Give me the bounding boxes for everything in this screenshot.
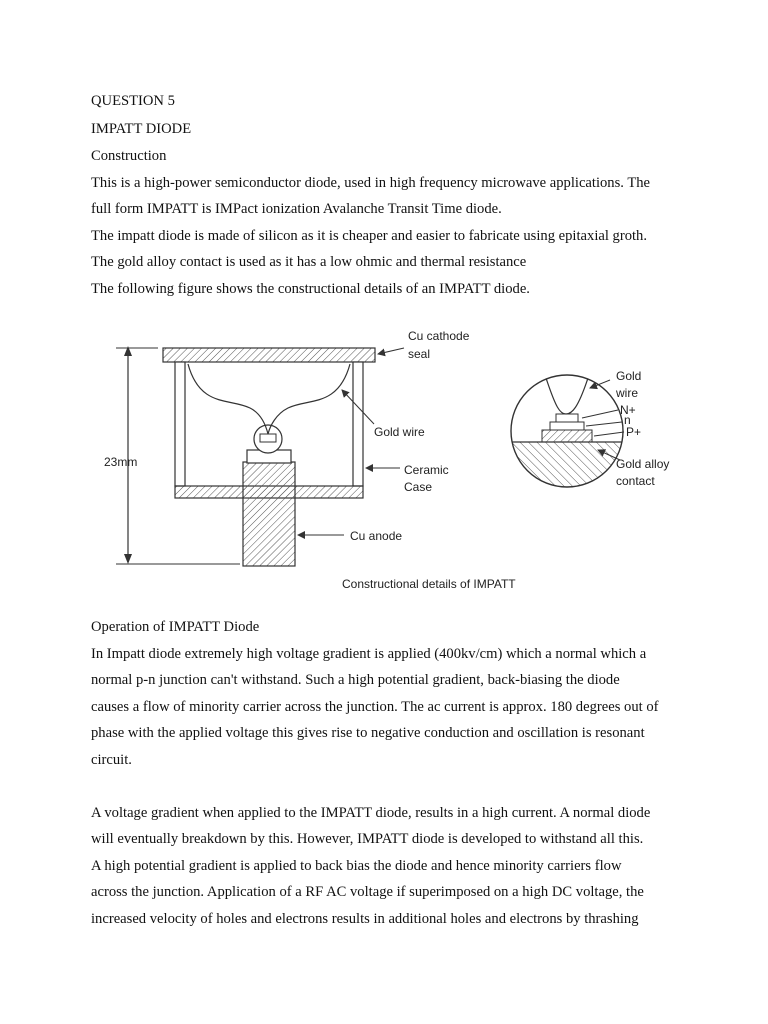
label-gold-wire: Gold wire <box>374 425 425 439</box>
paragraph-line: The gold alloy contact is used as it has a low ohmic and thermal resistance <box>91 254 527 270</box>
label-ceramic: Ceramic <box>404 463 449 477</box>
paragraph-line: The impatt diode is made of silicon as it is cheaper and easier to fabricate using epitaxial groth. <box>91 228 648 244</box>
dimension-label: 23mm <box>104 455 138 469</box>
impatt-diagram <box>90 318 690 598</box>
paragraph-line: In Impatt diode extremely high voltage gradient is applied (400kv/cm) which a normal which a <box>91 646 647 662</box>
impatt-construction-figure <box>90 318 690 598</box>
paragraph-line: circuit. <box>91 752 132 768</box>
question-number: QUESTION 5 <box>91 93 175 109</box>
label-detail-pplus: P+ <box>626 425 642 439</box>
label-detail-alloy: Gold alloy <box>616 457 670 471</box>
figure-caption: Constructional details of IMPATT <box>342 577 516 591</box>
gold-wire-left <box>188 364 268 434</box>
paragraph-line: A voltage gradient when applied to the IMPATT diode, results in a high current. A normal diode <box>91 805 651 821</box>
paragraph-line: increased velocity of holes and electrons results in additional holes and electrons by thrashing <box>91 911 639 927</box>
label-detail-nplus: N+ <box>620 403 636 417</box>
cathode-seal <box>163 348 375 362</box>
label-cu-cathode: Cu cathode <box>408 329 470 343</box>
paragraph-line: across the junction. Application of a RF AC voltage if superimposed on a high DC voltage, the <box>91 884 644 900</box>
paragraph-line: causes a flow of minority carrier across the junction. The ac current is approx. 180 degrees out of <box>91 699 659 715</box>
paragraph-line: The following figure shows the constructional details of an IMPATT diode. <box>91 281 530 297</box>
detail-view <box>510 375 630 502</box>
label-detail-gold: Gold <box>616 369 642 383</box>
label-case: Case <box>404 480 433 494</box>
document-title: IMPATT DIODE <box>91 121 192 137</box>
anode-stud <box>243 462 295 566</box>
label-cu-anode: Cu anode <box>350 529 403 543</box>
paragraph-line: This is a high-power semiconductor diode, used in high frequency microwave applications. The <box>91 175 651 191</box>
label-detail-contact: contact <box>616 474 655 488</box>
label-seal: seal <box>408 347 431 361</box>
paragraph-line: A high potential gradient is applied to back bias the diode and hence minority carriers flow <box>91 858 622 874</box>
paragraph-line: normal p-n junction can't withstand. Such a high potential gradient, back-biasing the diode <box>91 672 620 688</box>
paragraph-line: phase with the applied voltage this gives rise to negative conduction and oscillation is resonant <box>91 725 645 741</box>
label-detail-n: n <box>624 413 631 427</box>
paragraph-line: will eventually breakdown by this. However, IMPATT diode is developed to withstand all this. <box>91 831 644 847</box>
ceramic-wall-right <box>353 362 363 486</box>
ceramic-wall-left <box>175 362 185 486</box>
section-heading-operation: Operation of IMPATT Diode <box>91 619 260 635</box>
label-detail-wire: wire <box>616 386 639 400</box>
paragraph-line: full form IMPATT is IMPact ionization Avalanche Transit Time diode. <box>91 201 502 217</box>
gold-wire-right <box>268 364 350 434</box>
section-heading-construction: Construction <box>91 148 167 164</box>
